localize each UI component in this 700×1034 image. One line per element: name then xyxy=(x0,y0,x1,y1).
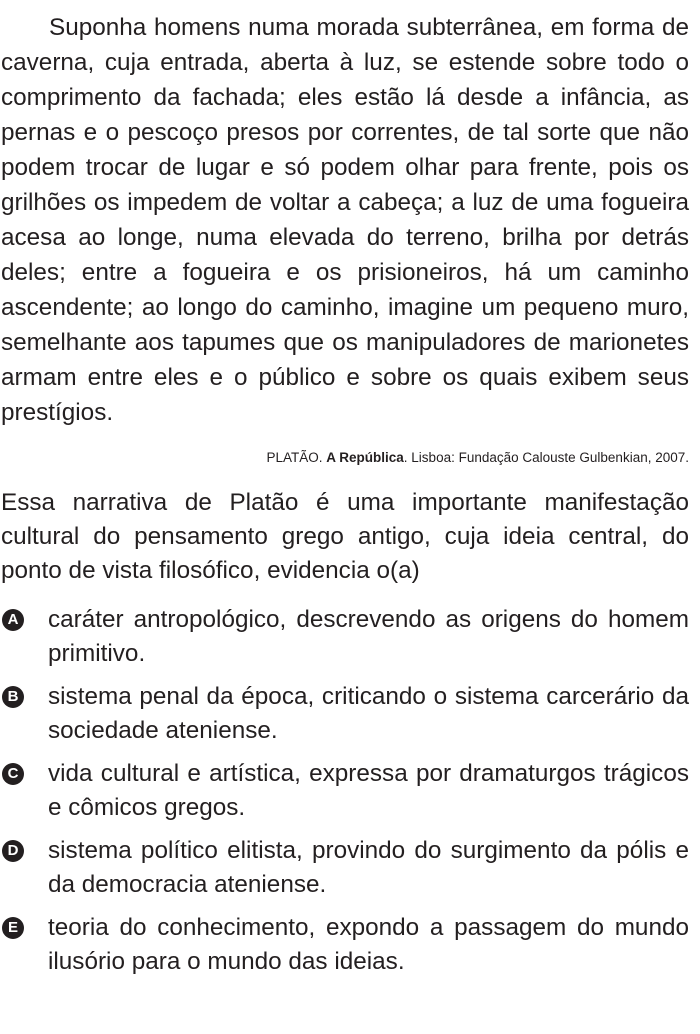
option-a-badge[interactable]: A xyxy=(2,609,24,631)
option-d-text: sistema político elitista, provindo do surgimento da pólis e da democracia ateniense. xyxy=(48,837,689,898)
option-a[interactable] xyxy=(1,603,689,671)
citation-publication: . Lisboa: Fundação Calouste Gulbenkian, 2007. xyxy=(403,450,689,465)
option-b[interactable] xyxy=(1,680,689,748)
option-d[interactable] xyxy=(1,834,689,902)
option-c-badge[interactable]: C xyxy=(2,763,24,785)
passage-text: Suponha homens numa morada subterrânea, em forma de caverna, cuja entrada, aberta à luz, se estende sobre todo o comprimento da fachada; eles estão lá desde a infância, as pernas e o pescoço presos por correntes, de tal sorte que não podem trocar de lugar e só podem olhar para frente, pois os grilhões os impedem de voltar a cabeça; a luz de uma fogueira acesa ao longe, numa elevada do terreno, brilha por detrás deles; entre a fogueira e os prisioneiros, há um caminho ascendente; ao longo do caminho, imagine um pequeno muro, semelhante aos tapumes que os manipuladores de marionetes armam entre eles e o público e sobre os quais exibem seus prestígios. xyxy=(1,14,689,426)
option-d-badge[interactable]: D xyxy=(2,840,24,862)
option-c[interactable] xyxy=(1,757,689,825)
citation-title: A República xyxy=(326,450,404,465)
option-b-text: sistema penal da época, criticando o sistema carcerário da sociedade ateniense. xyxy=(48,683,689,744)
option-e-badge[interactable]: E xyxy=(2,917,24,939)
citation xyxy=(1,449,689,467)
option-e[interactable] xyxy=(1,911,689,979)
option-b-badge[interactable]: B xyxy=(2,686,24,708)
option-e-text: teoria do conhecimento, expondo a passagem do mundo ilusório para o mundo das ideias. xyxy=(48,914,689,975)
answer-options xyxy=(1,603,689,979)
option-a-text: caráter antropológico, descrevendo as origens do homem primitivo. xyxy=(48,606,689,667)
citation-author: PLATÃO. xyxy=(266,450,323,465)
option-c-text: vida cultural e artística, expressa por dramaturgos trágicos e cômicos gregos. xyxy=(48,760,689,821)
question-stem: Essa narrativa de Platão é uma importante manifestação cultural do pensamento grego antigo, cuja ideia central, do ponto de vista filosófico, evidencia o(a) xyxy=(1,489,689,584)
